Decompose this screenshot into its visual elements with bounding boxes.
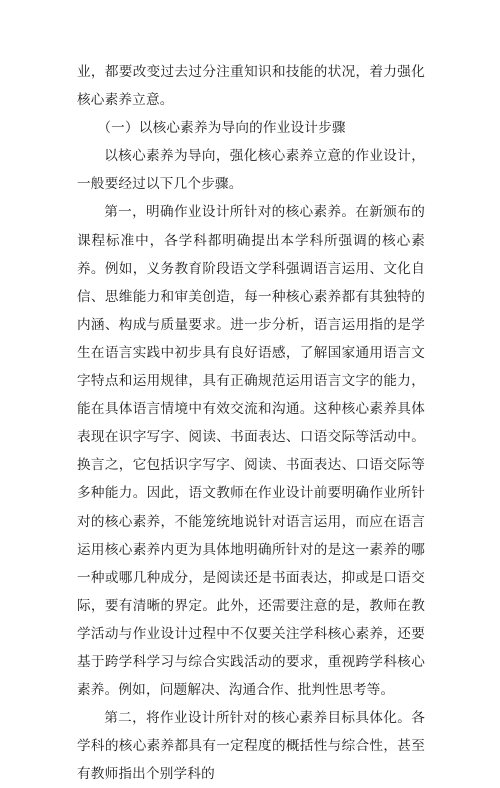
section-heading: （一）以核心素养为导向的作业设计步骤 [97, 120, 346, 137]
document-body [77, 58, 425, 788]
paragraph-step-one: 第一，明确作业设计所针对的核心素养。在新颁布的课程标准中，各学科都明确提出本学科所强调的核心素养。例如，义务教育阶段语文学科强调语言运用、文化自信、思维能力和审美创造，每一种核心素养都有其独特的内涵、构成与质量要求。进一步分析，语言运用指的是学生在语言实践中初步具有良好语感，了解国家通用语言文字特点和运用规律，具有正确规范运用语言文字的能力，能在具体语言情境中有效交流和沟通。这种核心素养具体表现在识字写字、阅读、书面表达、口语交际等活动中。换言之，它包括识字写字、阅读、书面表达、口语交际等多种能力。因此，语文教师在作业设计前要明确作业所针对的核心素养，不能笼统地说针对语言运用，而应在语言运用核心素养内更为具体地明确所针对的是这一素养的哪一种或哪几种成分，是阅读还是书面表达，抑或是口语交际，要有清晰的界定。此外，还需要注意的是，教师在教学活动与作业设计过程中不仅要关注学科核心素养，还要基于跨学科学习与综合实践活动的要求，重视跨学科核心素养。例如，问题解决、沟通合作、批判性思考等。 [77, 204, 425, 699]
paragraph-continuation: 业，都要改变过去过分注重知识和技能的状况，着力强化核心素养立意。 [77, 64, 425, 109]
paragraph-intro: 以核心素养为导向，强化核心素养立意的作业设计，一般要经过以下几个步骤。 [77, 148, 425, 193]
paragraph-step-two: 第二，将作业设计所针对的核心素养目标具体化。各学科的核心素养都具有一定程度的概括性与综合性，甚至有教师指出个别学科的 [77, 710, 425, 783]
